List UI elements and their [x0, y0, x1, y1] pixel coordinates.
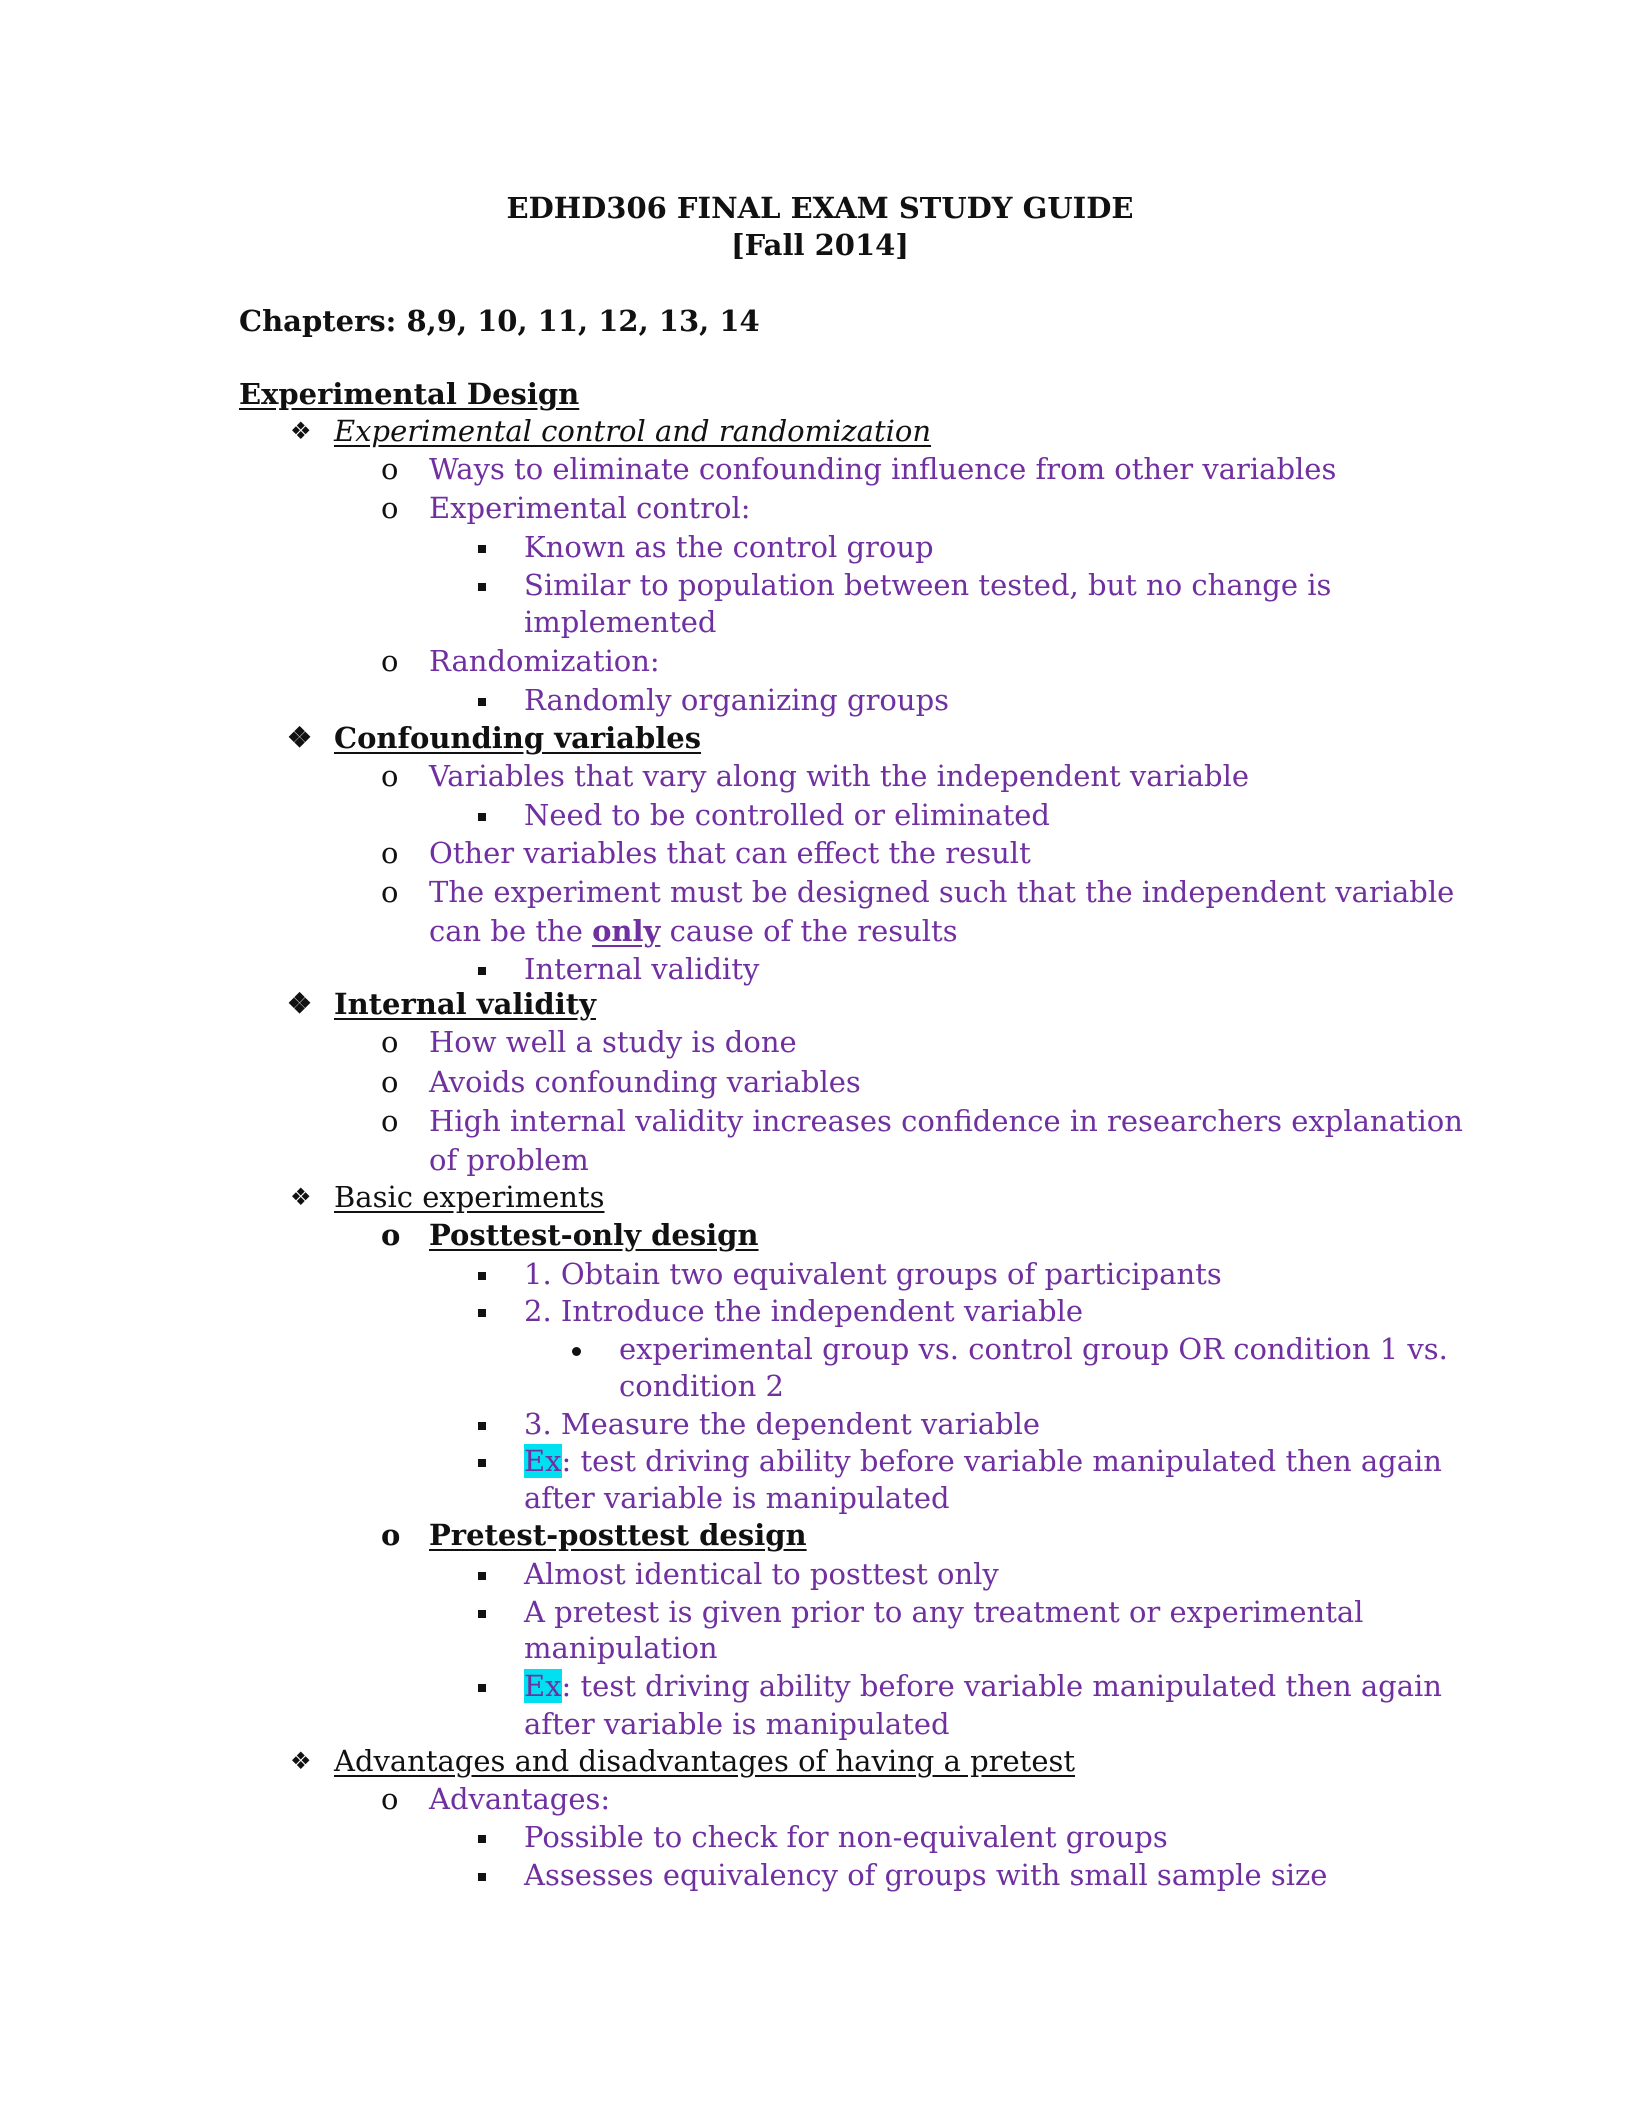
diamond-bullet-icon: ❖ [290, 417, 312, 445]
ex-highlight: Ex [524, 1669, 562, 1703]
circle-bullet-icon: o [381, 1104, 399, 1138]
outline-item: Possible to check for non-equivalent groups [524, 1820, 1168, 1854]
outline-item: High internal validity increases confidence in researchers explanation [429, 1104, 1463, 1138]
outline-item-continued: condition 2 [619, 1369, 784, 1403]
outline-item: 3. Measure the dependent variable [524, 1407, 1041, 1441]
outline-item: Experimental control: [429, 491, 751, 525]
square-bullet-icon [478, 1405, 486, 1443]
outline-item: Similar to population between tested, but no change is [524, 568, 1332, 602]
circle-bullet-icon: o [381, 1065, 399, 1099]
outline-heading-5: Advantages and disadvantages of having a pretest [334, 1744, 1076, 1778]
outline-heading-2: Confounding variables [334, 721, 702, 755]
outline-item: Assesses equivalency of groups with small sample size [524, 1858, 1328, 1892]
outline-item-continued: of problem [429, 1143, 589, 1177]
outline-item: experimental group vs. control group OR condition 1 vs. [619, 1332, 1448, 1366]
outline-item-continued: after variable is manipulated [524, 1707, 950, 1741]
diamond-bullet-icon: ❖ [290, 1747, 312, 1775]
outline-item: Variables that vary along with the independent variable [429, 759, 1250, 793]
outline-item: Almost identical to posttest only [524, 1557, 999, 1591]
outline-item: The experiment must be designed such that the independent variable [429, 875, 1455, 909]
circle-bullet-icon: o [381, 1782, 399, 1816]
dot-bullet-icon [572, 1330, 581, 1368]
text-run: : test driving ability before variable manipulated then again [561, 1669, 1442, 1703]
ex-highlight: Ex [524, 1444, 562, 1478]
outline-item-continued: implemented [524, 605, 717, 639]
circle-bullet-icon: o [381, 1218, 401, 1252]
square-bullet-icon [478, 1292, 486, 1330]
chapters-line: Chapters: 8,9, 10, 11, 12, 13, 14 [239, 304, 760, 338]
square-bullet-icon [478, 950, 486, 988]
outline-item: How well a study is done [429, 1025, 797, 1059]
square-bullet-icon [478, 1255, 486, 1293]
outline-item: Advantages: [429, 1782, 611, 1816]
square-bullet-icon [478, 681, 486, 719]
diamond-bullet-icon: ❖ [290, 1183, 312, 1211]
circle-bullet-icon: o [381, 491, 399, 525]
circle-bullet-icon: o [381, 759, 399, 793]
circle-bullet-icon: o [381, 875, 399, 909]
outline-item [524, 1667, 1442, 1705]
section-heading: Experimental Design [239, 377, 580, 411]
circle-bullet-icon: o [381, 836, 399, 870]
circle-bullet-icon: o [381, 452, 399, 486]
outline-item [524, 1442, 1442, 1480]
text-run: can be the [429, 914, 593, 948]
outline-item: Known as the control group [524, 530, 934, 564]
circle-bullet-icon: o [381, 1518, 401, 1552]
outline-item: Other variables that can effect the result [429, 836, 1031, 870]
circle-bullet-icon: o [381, 1025, 399, 1059]
outline-item: Need to be controlled or eliminated [524, 798, 1050, 832]
subheading-pretest-posttest: Pretest-posttest design [429, 1518, 807, 1552]
text-run: cause of the results [660, 914, 958, 948]
square-bullet-icon [478, 1555, 486, 1593]
square-bullet-icon [478, 1593, 486, 1631]
square-bullet-icon [478, 528, 486, 566]
document-title: EDHD306 FINAL EXAM STUDY GUIDE [506, 191, 1134, 225]
square-bullet-icon [478, 1856, 486, 1894]
outline-heading-1: Experimental control and randomization [334, 414, 932, 448]
outline-item: 2. Introduce the independent variable [524, 1294, 1084, 1328]
outline-item-continued: manipulation [524, 1631, 718, 1665]
square-bullet-icon [478, 796, 486, 834]
outline-heading-3: Internal validity [334, 987, 596, 1021]
square-bullet-icon [478, 1667, 486, 1705]
subheading-posttest-only: Posttest-only design [429, 1218, 759, 1252]
outline-item: Randomly organizing groups [524, 683, 950, 717]
diamond-bullet-icon: ❖ [287, 721, 313, 754]
circle-bullet-icon: o [381, 644, 399, 678]
square-bullet-icon [478, 1818, 486, 1856]
outline-item-continued [429, 912, 958, 950]
outline-item: 1. Obtain two equivalent groups of participants [524, 1257, 1222, 1291]
outline-item: Ways to eliminate confounding influence from other variables [429, 452, 1337, 486]
outline-item: Avoids confounding variables [429, 1065, 861, 1099]
square-bullet-icon [478, 1442, 486, 1480]
square-bullet-icon [478, 566, 486, 604]
outline-item: Randomization: [429, 644, 660, 678]
emphasis-only: only [592, 914, 661, 948]
outline-item-continued: after variable is manipulated [524, 1481, 950, 1515]
outline-item: Internal validity [524, 952, 760, 986]
outline-heading-4: Basic experiments [334, 1180, 605, 1214]
outline-item: A pretest is given prior to any treatment or experimental [524, 1595, 1364, 1629]
document-subtitle: [Fall 2014] [730, 228, 910, 262]
diamond-bullet-icon: ❖ [287, 987, 313, 1020]
text-run: : test driving ability before variable manipulated then again [561, 1444, 1442, 1478]
